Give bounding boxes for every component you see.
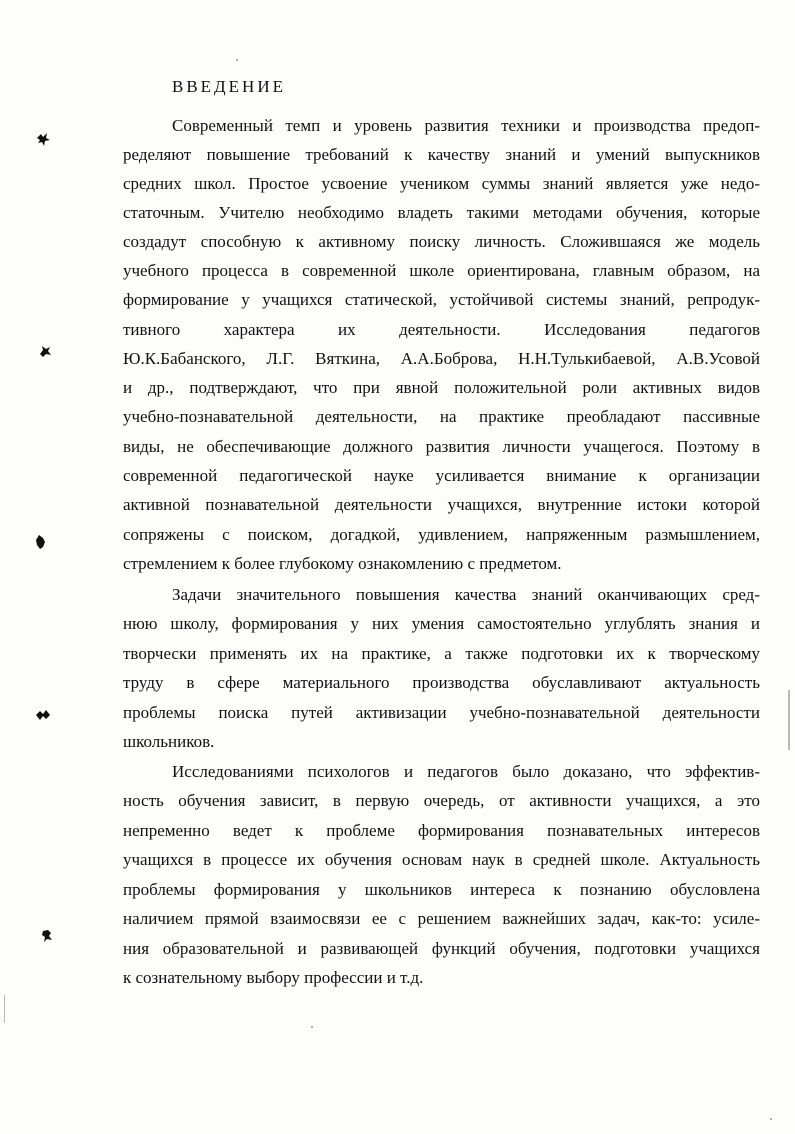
text-line: Исследованиями психологов и педагогов было доказано, что эффектив-: [172, 762, 760, 781]
text-line: учебного процесса в современной школе ориентирована, главным образом, на: [123, 261, 760, 280]
text-line: проблемы формирования у школьников интереса к познанию обусловлена: [123, 880, 760, 899]
text-line: активной познавательной деятельности учащихся, внутренние истоки которой: [123, 495, 760, 514]
ink-blot-mark-icon: [37, 343, 53, 359]
text-line: создадут способную к активному поиску личность. Сложившаяся же модель: [123, 232, 760, 251]
text-line: виды, не обеспечивающие должного развития личности учащегося. Поэтому в: [123, 437, 760, 456]
ink-blot-mark-icon: [33, 534, 49, 550]
text-line: труду в сфере материального производства обуславливают актуальность: [123, 673, 760, 692]
text-line: учащихся в процессе их обучения основам наук в средней школе. Актуальность: [123, 850, 760, 869]
text-line: ределяют повышение требований к качеству знаний и умений выпускников: [123, 145, 760, 164]
text-line: к сознательному выбору профессии и т.д.: [123, 968, 424, 987]
ink-blot-mark-icon: [39, 928, 55, 944]
scan-speck: [770, 1118, 772, 1120]
scan-speck: [311, 1026, 313, 1028]
ink-blot-mark-icon: [35, 707, 51, 723]
text-line: современной педагогической науке усиливается внимание к организации: [123, 466, 760, 485]
text-line: проблемы поиска путей активизации учебно-познавательной деятельности: [123, 703, 760, 722]
section-heading: ВВЕДЕНИЕ: [172, 77, 286, 96]
text-line: и др., подтверждают, что при явной положительной роли активных видов: [123, 378, 760, 397]
text-line: формирование у учащихся статической, устойчивой системы знаний, репродук-: [123, 290, 760, 309]
text-line: сопряжены с поиском, догадкой, удивлением, напряженным размышлением,: [123, 525, 760, 544]
text-line: Современный темп и уровень развития техники и производства предоп-: [172, 116, 760, 135]
text-line: стремлением к более глубокому ознакомлению с предметом.: [123, 554, 562, 573]
scan-edge-line: [4, 995, 5, 1023]
text-line: непременно ведет к проблеме формирования познавательных интересов: [123, 821, 760, 840]
text-line: творчески применять их на практике, а также подготовки их к творческому: [123, 644, 760, 663]
ink-blot-mark-icon: [35, 131, 51, 147]
scan-edge-line: [788, 690, 790, 750]
text-line: Задачи значительного повышения качества знаний оканчивающих сред-: [172, 585, 760, 604]
text-line: Ю.К.Бабанского, Л.Г. Вяткина, А.А.Боброва, Н.Н.Тулькибаевой, А.В.Усовой: [123, 349, 760, 368]
text-line: статочным. Учителю необходимо владеть такими методами обучения, которые: [123, 203, 760, 222]
text-line: наличием прямой взаимосвязи ее с решением важнейших задач, как-то: усиле-: [123, 909, 760, 928]
text-line: нюю школу, формирования у них умения самостоятельно углублять знания и: [123, 614, 760, 633]
text-line: ния образовательной и развивающей функций обучения, подготовки учащихся: [123, 939, 760, 958]
text-line: школьников.: [123, 732, 215, 751]
scan-speck: [236, 59, 238, 61]
text-line: учебно-познавательной деятельности, на практике преобладают пассивные: [123, 407, 760, 426]
text-line: тивного характера их деятельности. Исследования педагогов: [123, 320, 760, 339]
text-line: средних школ. Простое усвоение учеником суммы знаний является уже недо-: [123, 174, 760, 193]
text-line: ность обучения зависит, в первую очередь, от активности учащихся, а это: [123, 791, 760, 810]
